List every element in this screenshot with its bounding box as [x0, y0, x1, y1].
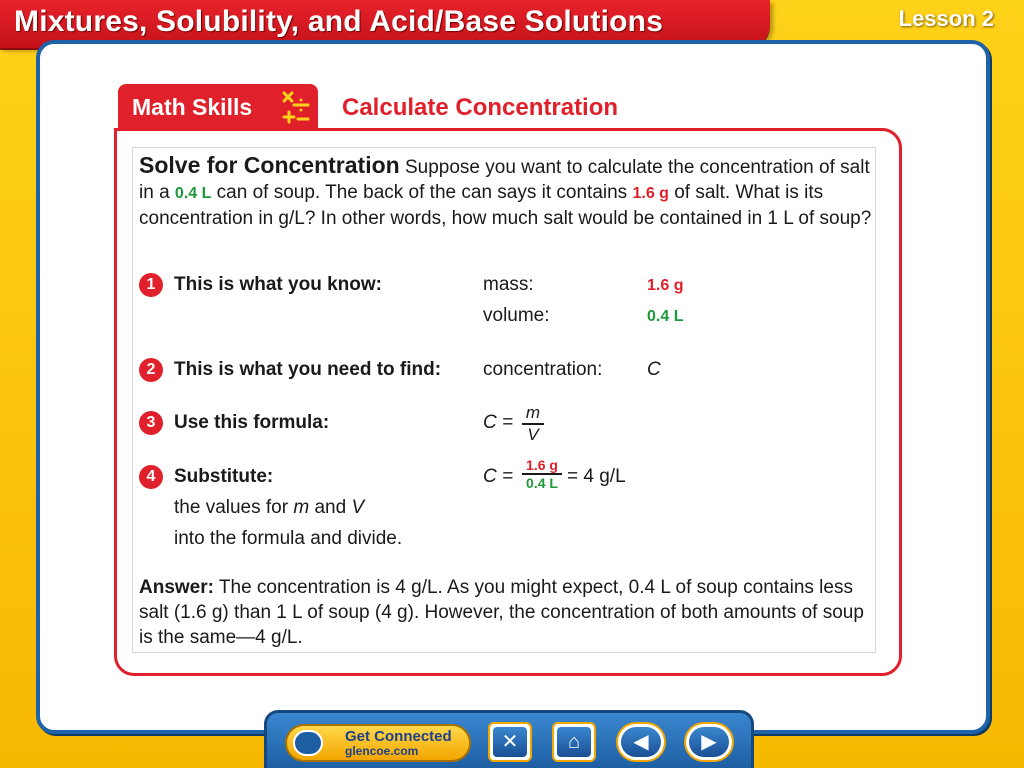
- site-label: glencoe.com: [345, 744, 419, 758]
- find-value: C: [647, 359, 661, 380]
- substitute-numerator: 1.6 g: [526, 457, 558, 473]
- intro-text-1: Suppose you want to calculate the concentration of salt in a: [139, 157, 870, 203]
- intro-paragraph: [139, 153, 873, 231]
- lesson-label: Lesson 2: [898, 6, 994, 31]
- next-button[interactable]: [684, 722, 734, 762]
- step-4-line-2: into the formula and divide.: [174, 528, 403, 549]
- get-connected-label: Get Connected: [345, 728, 452, 745]
- math-operators-icon: [278, 87, 314, 127]
- step-4-var-m: m: [293, 497, 310, 518]
- step-4-line1-a: the values for: [174, 497, 289, 518]
- substitute-lhs: C =: [483, 466, 514, 487]
- substitute-fraction: [522, 457, 562, 491]
- math-skills-label: Math Skills: [132, 94, 253, 120]
- close-button[interactable]: [488, 722, 532, 762]
- step-1-label: This is what you know:: [174, 274, 382, 295]
- mass-value: 1.6 g: [647, 277, 684, 294]
- get-connected-button[interactable]: [285, 724, 471, 762]
- home-button[interactable]: [552, 722, 596, 762]
- substitute-result: = 4 g/L: [567, 466, 626, 487]
- step-4-and: and: [314, 497, 347, 518]
- page-title: Mixtures, Solubility, and Acid/Base Solutions: [14, 5, 664, 38]
- arrow-right-icon: ▶: [689, 727, 729, 757]
- formula-denominator: V: [527, 424, 539, 444]
- intro-text-3: of salt. What is its concentration in g/L? In other words, how much salt would be contained in 1 L of soup?: [139, 182, 872, 229]
- intro-heading: Solve for Concentration: [139, 152, 400, 178]
- intro-volume: 0.4 L: [174, 185, 212, 202]
- substitute-denominator: 0.4 L: [526, 474, 558, 491]
- arrow-left-icon: ◀: [621, 727, 661, 757]
- close-icon: ✕: [493, 727, 527, 757]
- mass-label: mass:: [483, 274, 534, 295]
- volume-label: volume:: [483, 305, 550, 326]
- monitor-icon: [293, 730, 323, 756]
- home-icon: ⌂: [557, 727, 591, 757]
- step-4-label: Substitute:: [174, 466, 274, 487]
- formula-fraction: [522, 403, 544, 445]
- step-4-var-v: V: [351, 497, 365, 518]
- answer-label: Answer:: [139, 577, 214, 598]
- formula-numerator: m: [525, 403, 541, 422]
- find-label: concentration:: [483, 359, 603, 380]
- step-2-badge: 2: [139, 358, 163, 382]
- answer-text: The concentration is 4 g/L. As you might expect, 0.4 L of soup contains less salt (1.6 g) than 1 L of soup (4 g). However, the concentration of both amounts of soup is the same—4 g/L.: [139, 577, 864, 648]
- step-4-badge: 4: [139, 465, 163, 489]
- step-3-badge: 3: [139, 411, 163, 435]
- intro-mass: 1.6 g: [632, 185, 669, 202]
- formula-lhs: C =: [483, 412, 514, 433]
- intro-text-2: can of soup. The back of the can says it contains: [216, 182, 628, 203]
- step-4-line-1: [174, 497, 364, 519]
- previous-button[interactable]: [616, 722, 666, 762]
- math-skills-title: Calculate Concentration: [342, 94, 619, 121]
- volume-value: 0.4 L: [647, 308, 684, 325]
- step-3-label: Use this formula:: [174, 412, 330, 433]
- math-skills-tab: [118, 84, 318, 130]
- step-1-badge: 1: [139, 273, 163, 297]
- step-2-label: This is what you need to find:: [174, 359, 442, 380]
- answer-paragraph: [139, 575, 873, 650]
